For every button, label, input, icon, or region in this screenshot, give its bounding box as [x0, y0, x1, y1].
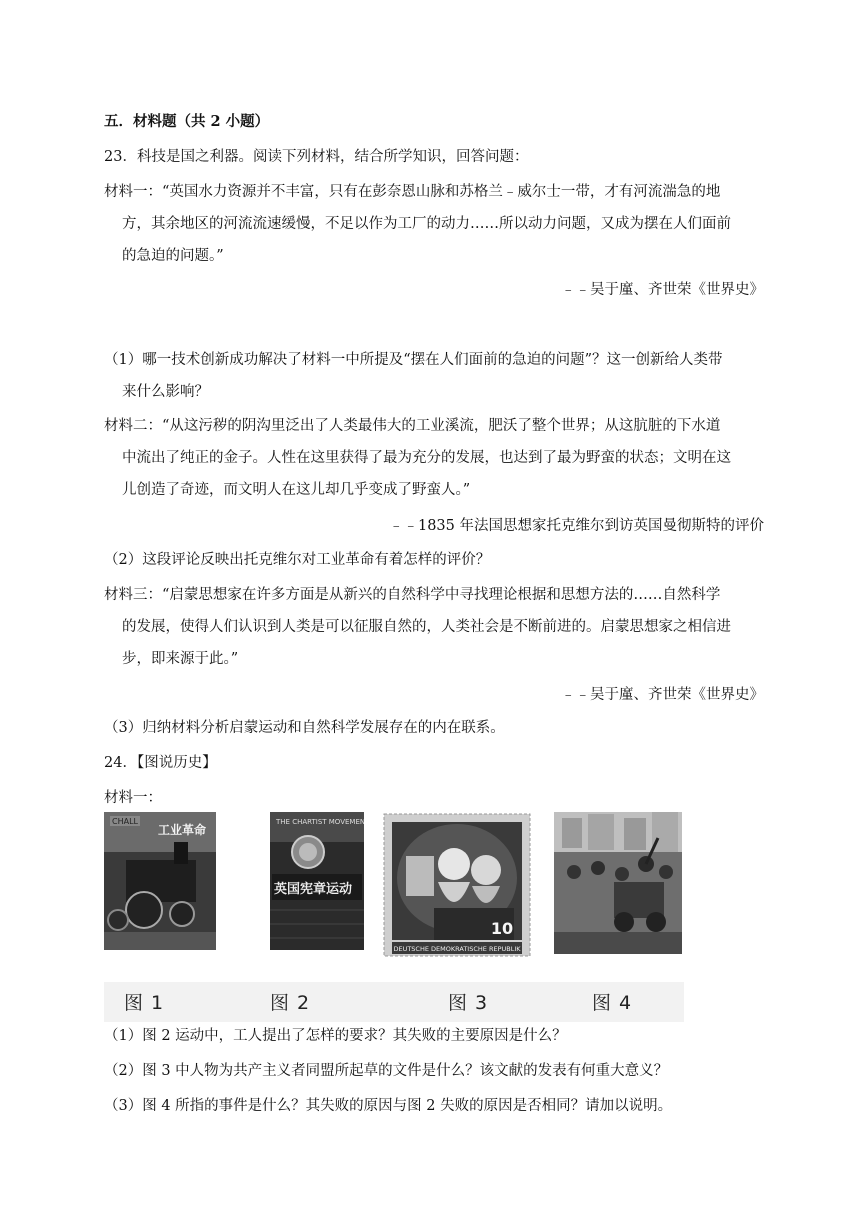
- q23-material1-line2: 方，其余地区的河流流速缓慢，不足以作为工厂的动力……所以动力问题，又成为摆在人们面前: [122, 216, 731, 232]
- q23-material2-source: ﹣﹣1835 年法国思想家托克维尔到访英国曼彻斯特的评价: [388, 518, 764, 534]
- locomotive-illustration: [104, 812, 216, 950]
- q23-material3-line3: 步，即来源于此。”: [122, 651, 239, 667]
- q23-question2: （2）这段评论反映出托克维尔对工业革命有着怎样的评价？: [104, 552, 491, 568]
- stamp-text: DEUTSCHE DEMOKRATISCHE REPUBLIK: [393, 945, 521, 953]
- q24-question3: （3）图 4 所指的事件是什么？其失败的原因与图 2 失败的原因是否相同？请加以说明。: [104, 1098, 673, 1114]
- q23-material2-line2: 中流出了纯正的金子。人性在这里获得了最为充分的发展，也达到了最为野蛮的状态；文明在这: [122, 450, 731, 466]
- q24-question1: （1）图 2 运动中，工人提出了怎样的要求？其失败的主要原因是什么？: [104, 1028, 567, 1044]
- q23-question1-line1: （1）哪一技术创新成功解决了材料一中所提及“摆在人们面前的急迫的问题”？这一创新给人类带: [104, 352, 723, 368]
- q24-stem: 24．【图说历史】: [104, 755, 217, 771]
- figure-1-caption: 工业革命: [158, 823, 207, 837]
- q23-stem: 23．科技是国之利器。阅读下列材料，结合所学知识，回答问题：: [104, 149, 529, 165]
- figure-2-label: 图 2: [270, 992, 311, 1014]
- q23-material3-line2: 的发展，使得人们认识到人类是可以征服自然的，人类社会是不断前进的。启蒙思想家之相信进: [122, 619, 731, 635]
- q24-material1-label: 材料一：: [104, 790, 162, 806]
- stamp-illustration: [382, 812, 532, 958]
- figure-1-image: [104, 812, 216, 950]
- q23-material1-line1: 材料一：“英国水力资源并不丰富，只有在彭奈恩山脉和苏格兰﹣威尔士一带，才有河流湍急的地: [104, 184, 721, 200]
- q24-question2: （2）图 3 中人物为共产主义者同盟所起草的文件是什么？该文献的发表有何重大意义？: [104, 1063, 669, 1079]
- chartist-plaque-illustration: [270, 812, 364, 950]
- figure-4-label: 图 4: [592, 992, 633, 1014]
- figure-row: [104, 812, 684, 1017]
- q23-material2-line3: 儿创造了奇迹，而文明人在这儿却几乎变成了野蛮人。”: [122, 482, 471, 498]
- q23-material3-line1: 材料三：“启蒙思想家在许多方面是从新兴的自然科学中寻找理论根据和思想方法的……自然科学: [104, 587, 721, 603]
- uprising-engraving-illustration: [554, 812, 682, 954]
- figure-2-image: [270, 812, 364, 950]
- q23-material2-line1: 材料二：“从这污秽的阴沟里泛出了人类最伟大的工业溪流，肥沃了整个世界；从这肮脏的下水道: [104, 418, 721, 434]
- figure-3-image: [382, 812, 532, 958]
- figure-2-top-text: THE CHARTIST MOVEMENT: [276, 818, 364, 826]
- figure-1-label: 图 1: [124, 992, 165, 1014]
- q23-material1-source: ﹣﹣吴于廑、齐世荣《世界史》: [561, 282, 764, 298]
- q23-question3: （3）归纳材料分析启蒙运动和自然科学发展存在的内在联系。: [104, 720, 505, 736]
- figure-1-corner-text: CHALL: [112, 817, 138, 826]
- figure-2-caption: 英国宪章运动: [274, 882, 353, 897]
- q23-material3-source: ﹣﹣吴于廑、齐世荣《世界史》: [561, 687, 764, 703]
- q23-question1-line2: 来什么影响？: [122, 384, 209, 400]
- figure-3-label: 图 3: [448, 992, 489, 1014]
- figure-4-image: [554, 812, 682, 954]
- q23-material1-line3: 的急迫的问题。”: [122, 248, 224, 264]
- section-heading: 五．材料题（共 2 小题）: [104, 113, 270, 130]
- stamp-value: 10: [490, 919, 514, 938]
